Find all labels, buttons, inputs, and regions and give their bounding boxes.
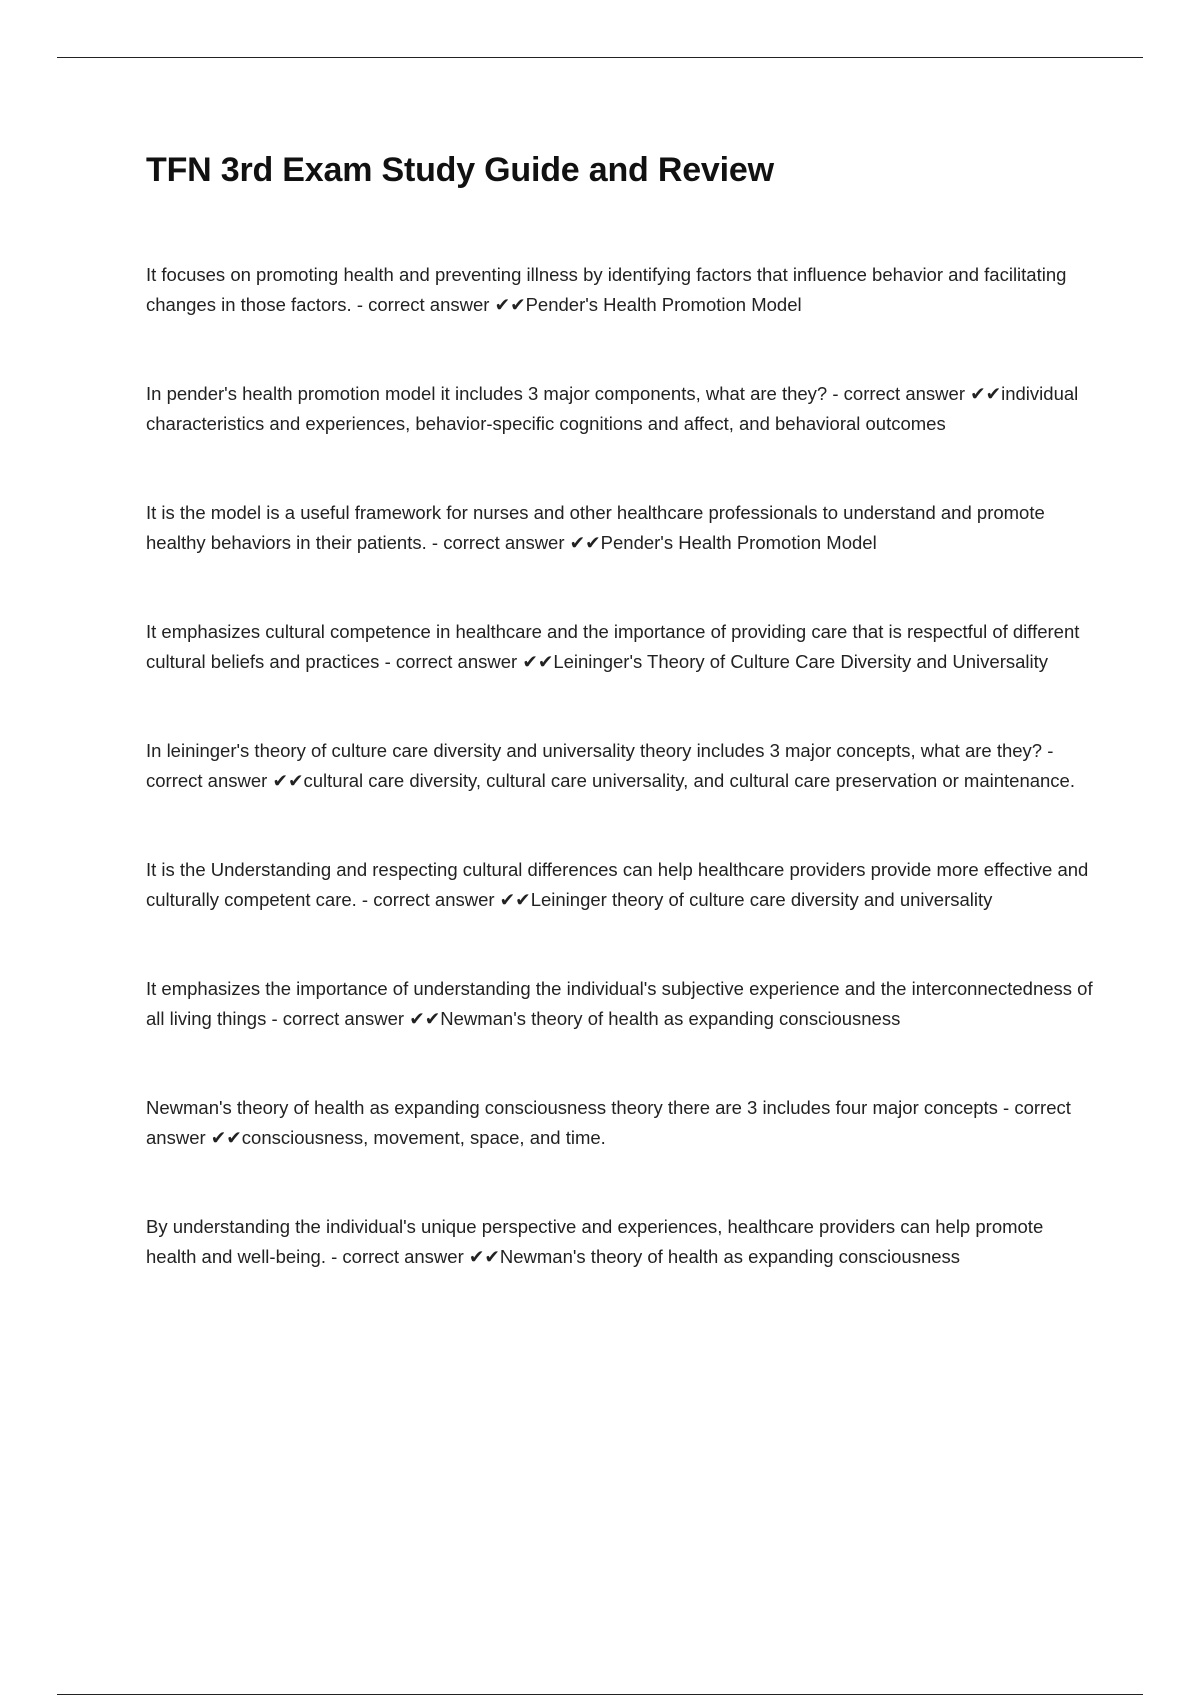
qa-item-7: It emphasizes the importance of understanding the individual's subjective experience and the interconnectedness of all living things - correct answer ✔✔Newman's theory of health as expanding consciousness xyxy=(146,978,1093,1029)
qa-item-6: It is the Understanding and respecting cultural differences can help healthcare providers provide more effective and culturally competent care. - correct answer ✔✔Leininger theory of culture care diversity and universality xyxy=(146,859,1089,910)
document-body xyxy=(146,148,1096,1331)
qa-item-8: Newman's theory of health as expanding consciousness theory there are 3 includes four major concepts - correct answer ✔✔consciousness, movement, space, and time. xyxy=(146,1097,1071,1148)
qa-item-9: By understanding the individual's unique perspective and experiences, healthcare providers can help promote health and well-being. - correct answer ✔✔Newman's theory of health as expanding consciousness xyxy=(146,1216,1044,1267)
qa-item-4: It emphasizes cultural competence in healthcare and the importance of providing care that is respectful of different cultural beliefs and practices - correct answer ✔✔Leininger's Theory of Culture Care Diversity and Universality xyxy=(146,621,1080,672)
qa-item-3: It is the model is a useful framework for nurses and other healthcare professionals to understand and promote healthy behaviors in their patients. - correct answer ✔✔Pender's Health Promotion Model xyxy=(146,502,1045,553)
document-title: TFN 3rd Exam Study Guide and Review xyxy=(146,151,774,189)
qa-item-1: It focuses on promoting health and preventing illness by identifying factors that influence behavior and facilitating changes in those factors. - correct answer ✔✔Pender's Health Promotion Model xyxy=(146,264,1067,315)
bottom-divider xyxy=(57,1694,1143,1695)
top-divider xyxy=(57,57,1143,58)
qa-item-2: In pender's health promotion model it includes 3 major components, what are they? - correct answer ✔✔individual characteristics and experiences, behavior-specific cognitions and affect, and behavioral outcomes xyxy=(146,383,1079,434)
qa-item-5: In leininger's theory of culture care diversity and universality theory includes 3 major concepts, what are they? - correct answer ✔✔cultural care diversity, cultural care universality, and cultural care preservation or maintenance. xyxy=(146,740,1075,791)
qa-list xyxy=(146,260,1096,1271)
